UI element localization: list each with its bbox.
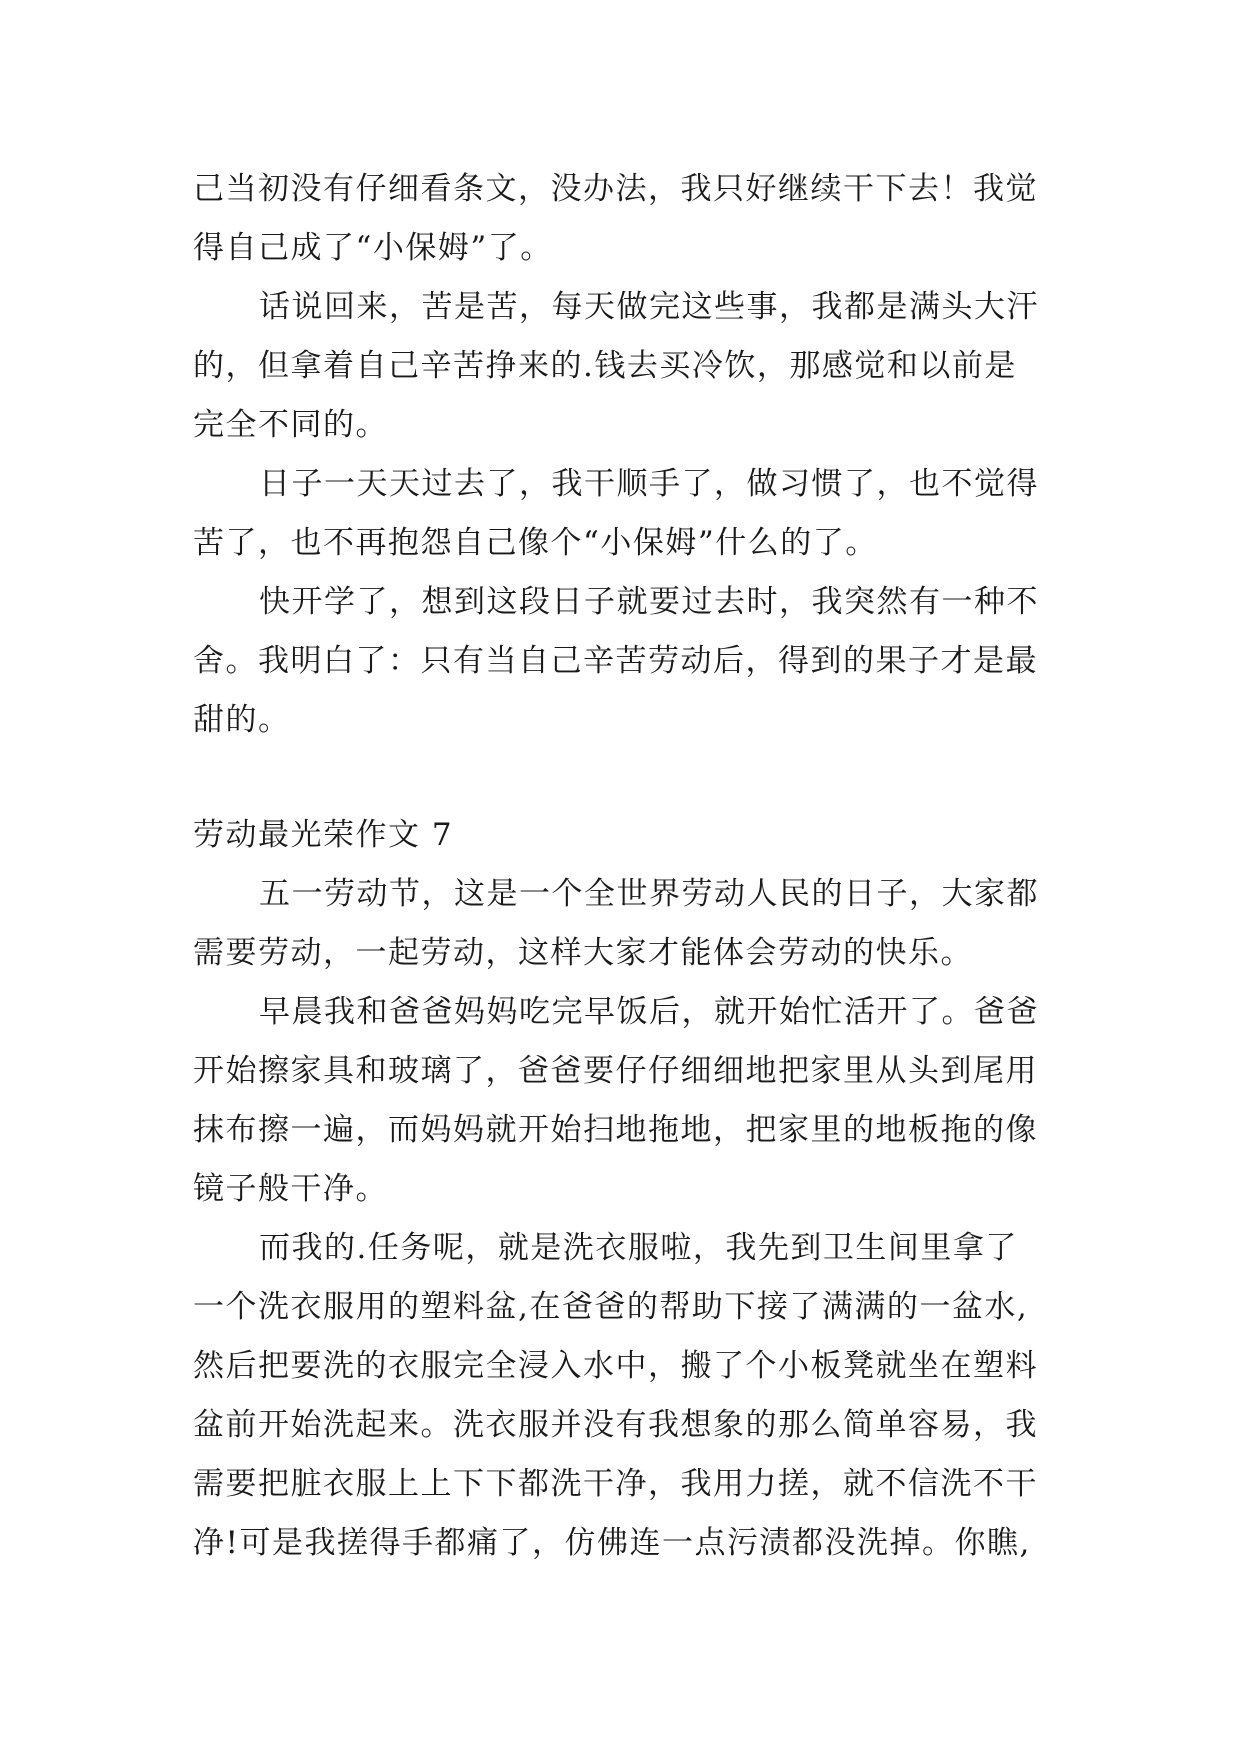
body-line: 抹布擦一遍，而妈妈就开始扫地拖地，把家里的地板拖的像 xyxy=(193,1112,1038,1148)
body-line: 五一劳动节，这是一个全世界劳动人民的日子，大家都 xyxy=(259,876,1039,912)
body-line: 盆前开始洗起来。洗衣服并没有我想象的那么简单容易，我 xyxy=(193,1407,1038,1443)
body-line: 需要把脏衣服上上下下都洗干净，我用力搓，就不信洗不干 xyxy=(193,1466,1038,1502)
body-line: 需要劳动，一起劳动，这样大家才能体会劳动的快乐。 xyxy=(193,935,973,971)
body-line: 话说回来，苦是苦，每天做完这些事，我都是满头大汗 xyxy=(259,289,1039,325)
section-heading: 劳动最光荣作文 7 xyxy=(193,817,454,853)
body-line: 一个洗衣服用的塑料盆,在爸爸的帮助下接了满满的一盆水, xyxy=(193,1289,1029,1325)
body-line: 的，但拿着自己辛苦挣来的.钱去买冷饮，那感觉和以前是 xyxy=(193,348,1017,384)
section-gap xyxy=(193,750,1053,806)
body-line: 早晨我和爸爸妈妈吃完早饭后，就开始忙活开了。爸爸 xyxy=(259,994,1039,1030)
body-line: 开始擦家具和玻璃了，爸爸要仔仔细细地把家里从头到尾用 xyxy=(193,1053,1038,1089)
body-line: 日子一天天过去了，我干顺手了，做习惯了，也不觉得 xyxy=(259,466,1039,502)
body-line: 甜的。 xyxy=(193,702,291,738)
body-line: 然后把要洗的衣服完全浸入水中，搬了个小板凳就坐在塑料 xyxy=(193,1348,1038,1384)
body-line: 己当初没有仔细看条文，没办法，我只好继续干下去！我觉 xyxy=(193,171,1038,207)
body-line: 苦了，也不再抱怨自己像个“小保姆”什么的了。 xyxy=(193,525,878,561)
body-line: 而我的.任务呢，就是洗衣服啦，我先到卫生间里拿了 xyxy=(259,1230,1018,1266)
body-line: 舍。我明白了：只有当自己辛苦劳动后，得到的果子才是最 xyxy=(193,643,1038,679)
body-line: 净!可是我搓得手都痛了，仿佛连一点污渍都没洗掉。你瞧, xyxy=(193,1525,1031,1561)
text-body xyxy=(193,160,1053,1573)
body-line: 完全不同的。 xyxy=(193,407,388,443)
body-line: 得自己成了“小保姆”了。 xyxy=(193,230,553,266)
body-line: 快开学了，想到这段日子就要过去时，我突然有一种不 xyxy=(259,584,1039,620)
body-line: 镜子般干净。 xyxy=(193,1171,388,1207)
